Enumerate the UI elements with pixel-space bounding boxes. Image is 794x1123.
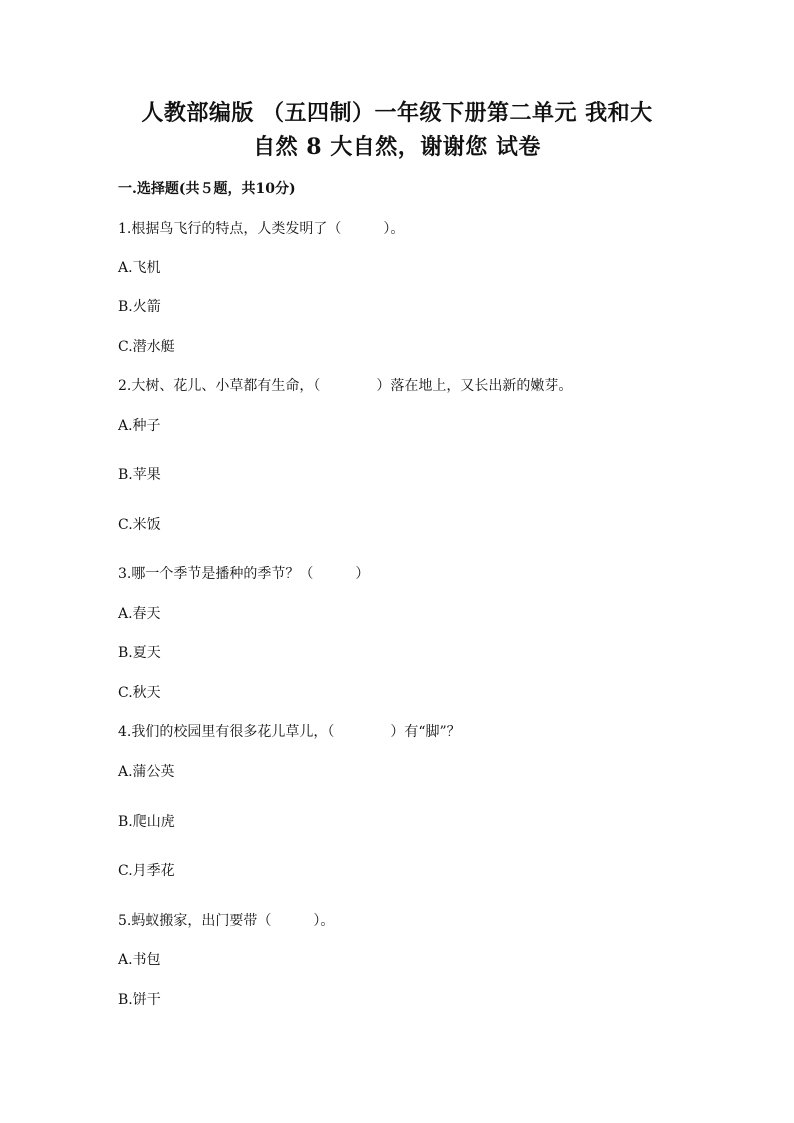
question-3-option-b: B.夏天 xyxy=(118,645,161,661)
question-5-option-b: B.饼干 xyxy=(118,992,161,1008)
question-5-option-a: A.书包 xyxy=(118,952,161,968)
question-4-option-c: C.月季花 xyxy=(118,863,175,879)
question-4-stem: 4.我们的校园里有很多花儿草儿，（ ）有“脚”？ xyxy=(118,724,461,740)
question-3-option-a: A.春天 xyxy=(118,606,161,622)
question-4-option-a: A.蒲公英 xyxy=(118,764,175,780)
question-1-option-b: B.火箭 xyxy=(118,299,161,315)
section-heading: 一.选择题(共５题，共10分) xyxy=(118,181,296,197)
question-5-stem: 5.蚂蚁搬家，出门要带（ ）。 xyxy=(118,913,335,929)
question-1-option-c: C.潜水艇 xyxy=(118,339,175,355)
question-2-option-a: A.种子 xyxy=(118,418,161,434)
document-title-line-1: 人教部编版 （五四制）一年级下册第二单元 我和大 xyxy=(141,100,653,126)
question-2-option-b: B.苹果 xyxy=(118,467,161,483)
question-3-stem: 3.哪一个季节是播种的季节？（ ） xyxy=(118,566,370,582)
question-1-option-a: A.飞机 xyxy=(118,260,161,276)
question-4-option-b: B.爬山虎 xyxy=(118,814,175,830)
question-3-option-c: C.秋天 xyxy=(118,685,161,701)
question-2-option-c: C.米饭 xyxy=(118,517,161,533)
document-title-line-2: 自然 8 大自然，谢谢您 试卷 xyxy=(253,134,541,160)
question-1-stem: 1.根据鸟飞行的特点，人类发明了（ ）。 xyxy=(118,221,405,237)
question-2-stem: 2.大树、花儿、小草都有生命，（ ）落在地上，又长出新的嫩芽。 xyxy=(118,378,573,394)
